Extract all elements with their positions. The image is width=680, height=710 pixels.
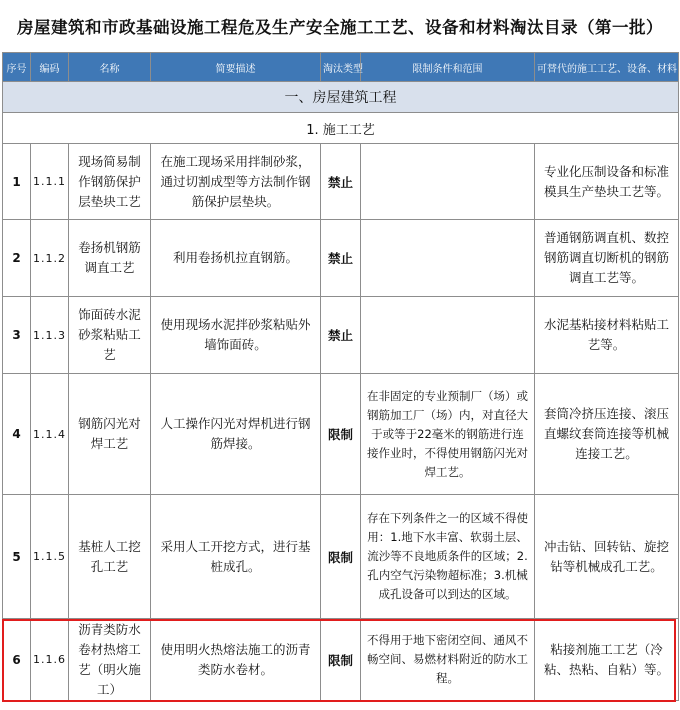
row-alternatives: 冲击钻、回转钻、旋挖钻等机械成孔工艺。 (535, 495, 679, 619)
row-seq: 4 (3, 374, 31, 495)
elimination-catalog-table (2, 52, 679, 701)
row-seq: 3 (3, 297, 31, 374)
row-conditions (361, 220, 535, 297)
header-seq: 序号 (3, 53, 31, 82)
row-code: 1.1.2 (31, 220, 69, 297)
row-conditions (361, 144, 535, 220)
row-alternatives: 普通钢筋调直机、数控钢筋调直切断机的钢筋调直工艺等。 (535, 220, 679, 297)
row-description: 利用卷扬机拉直钢筋。 (151, 220, 321, 297)
row-type: 禁止 (321, 220, 361, 297)
row-type: 限制 (321, 374, 361, 495)
row-alternatives: 套筒冷挤压连接、滚压直螺纹套筒连接等机械连接工艺。 (535, 374, 679, 495)
row-type: 禁止 (321, 144, 361, 220)
row-description: 在施工现场采用拌制砂浆，通过切割成型等方法制作钢筋保护层垫块。 (151, 144, 321, 220)
row-alternatives: 水泥基粘接材料粘贴工艺等。 (535, 297, 679, 374)
subsection-row (3, 113, 679, 144)
row-type: 限制 (321, 619, 361, 701)
table-row (3, 619, 679, 701)
row-seq: 5 (3, 495, 31, 619)
row-name: 沥青类防水卷材热熔工艺（明火施工） (69, 619, 151, 701)
row-description: 使用明火热熔法施工的沥青类防水卷材。 (151, 619, 321, 701)
row-type: 禁止 (321, 297, 361, 374)
table-header-row (3, 53, 679, 82)
row-seq: 2 (3, 220, 31, 297)
table-row (3, 144, 679, 220)
row-description: 采用人工开挖方式，进行基桩成孔。 (151, 495, 321, 619)
row-alternatives: 专业化压制设备和标准模具生产垫块工艺等。 (535, 144, 679, 220)
row-name: 钢筋闪光对焊工艺 (69, 374, 151, 495)
row-code: 1.1.3 (31, 297, 69, 374)
row-name: 饰面砖水泥砂浆粘贴工艺 (69, 297, 151, 374)
row-code: 1.1.1 (31, 144, 69, 220)
header-conditions: 限制条件和范围 (361, 53, 535, 82)
section-title: 一、房屋建筑工程 (3, 82, 679, 113)
row-conditions: 存在下列条件之一的区域不得使用：1.地下水丰富、软弱土层、流沙等不良地质条件的区域；2.孔内空气污染物超标准；3.机械成孔设备可以到达的区域。 (361, 495, 535, 619)
row-type: 限制 (321, 495, 361, 619)
row-code: 1.1.6 (31, 619, 69, 701)
header-code: 编码 (31, 53, 69, 82)
header-description: 简要描述 (151, 53, 321, 82)
table-row (3, 220, 679, 297)
header-alternatives: 可替代的施工工艺、设备、材料 (535, 53, 679, 82)
row-name: 现场简易制作钢筋保护层垫块工艺 (69, 144, 151, 220)
row-name: 基桩人工挖孔工艺 (69, 495, 151, 619)
row-seq: 1 (3, 144, 31, 220)
header-name: 名称 (69, 53, 151, 82)
section-row (3, 82, 679, 113)
subsection-title: 1. 施工工艺 (3, 113, 679, 144)
document-title: 房屋建筑和市政基础设施工程危及生产安全施工工艺、设备和材料淘汰目录（第一批） (17, 18, 663, 37)
table-row (3, 374, 679, 495)
row-alternatives: 粘接剂施工工艺（冷粘、热粘、自粘）等。 (535, 619, 679, 701)
row-code: 1.1.4 (31, 374, 69, 495)
row-seq: 6 (3, 619, 31, 701)
row-conditions: 在非固定的专业预制厂（场）或钢筋加工厂（场）内，对直径大于或等于22毫米的钢筋进行连接作业时，不得使用钢筋闪光对焊工艺。 (361, 374, 535, 495)
row-code: 1.1.5 (31, 495, 69, 619)
row-conditions: 不得用于地下密闭空间、通风不畅空间、易燃材料附近的防水工程。 (361, 619, 535, 701)
row-conditions (361, 297, 535, 374)
row-description: 人工操作闪光对焊机进行钢筋焊接。 (151, 374, 321, 495)
row-name: 卷扬机钢筋调直工艺 (69, 220, 151, 297)
row-description: 使用现场水泥拌砂浆粘贴外墙饰面砖。 (151, 297, 321, 374)
header-type: 淘汰类型 (321, 53, 361, 82)
table-row (3, 495, 679, 619)
table-row (3, 297, 679, 374)
